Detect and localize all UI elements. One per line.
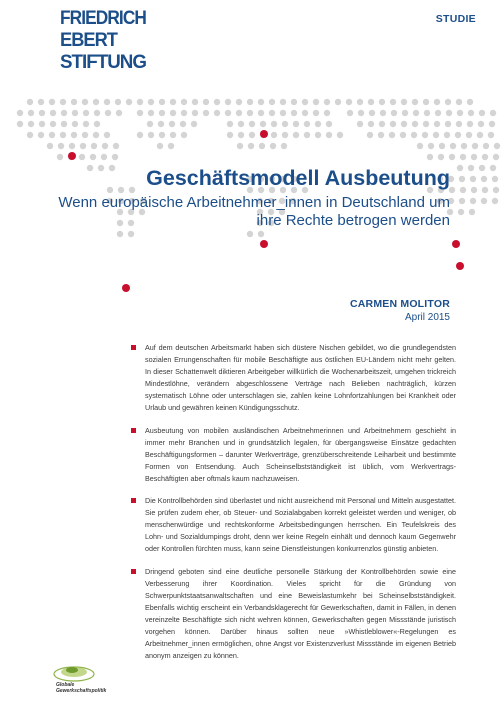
- map-dot: [147, 121, 153, 127]
- map-dot: [93, 99, 99, 105]
- map-dot: [389, 132, 395, 138]
- map-dot: [313, 110, 319, 116]
- map-dot-highlight: [452, 240, 460, 248]
- map-dot: [39, 110, 45, 116]
- map-dot: [248, 143, 254, 149]
- map-dot: [427, 154, 433, 160]
- map-dot: [87, 165, 93, 171]
- map-dot: [368, 121, 374, 127]
- map-dot: [269, 99, 275, 105]
- map-dot: [50, 110, 56, 116]
- summary-item: [131, 495, 456, 555]
- summary-text: Ausbeutung von mobilen ausländischen Arbeitnehmerinnen und Arbeitnehmern geschieht in immer mehr Branchen und in grundsätzlich legalen, für übergangsweise Einsätze gedachten Beschäftigungsformen – darunter Werkverträge, grenzüberschreitende Leiharbeit und bestimmte Formen von Entsendung. Auch Scheinselbstständigkeit ist üblich, vom Werkvertrags-Beschäftigten aber oftmals kaum nachzuweisen.: [145, 425, 456, 483]
- map-dot: [358, 110, 364, 116]
- summary-list: [131, 342, 456, 672]
- map-dot: [479, 110, 485, 116]
- map-dot: [302, 110, 308, 116]
- map-dot: [158, 121, 164, 127]
- map-dot: [104, 99, 110, 105]
- map-dot: [247, 231, 253, 237]
- map-dot: [291, 110, 297, 116]
- map-dot: [449, 154, 455, 160]
- map-dot: [39, 121, 45, 127]
- map-dot: [326, 132, 332, 138]
- map-dot: [347, 110, 353, 116]
- map-dot: [411, 132, 417, 138]
- map-dot: [467, 121, 473, 127]
- map-dot: [435, 110, 441, 116]
- map-dot: [71, 99, 77, 105]
- map-dot: [236, 99, 242, 105]
- map-dot: [291, 99, 297, 105]
- map-dot: [109, 165, 115, 171]
- map-dot: [49, 132, 55, 138]
- map-dot: [379, 121, 385, 127]
- map-dot: [192, 110, 198, 116]
- map-dot: [238, 121, 244, 127]
- map-dot: [214, 110, 220, 116]
- map-dot: [90, 154, 96, 160]
- map-dot: [247, 110, 253, 116]
- map-dot: [402, 110, 408, 116]
- publication-date: April 2015: [404, 312, 450, 323]
- map-dot: [61, 121, 67, 127]
- logo-line-3: STIFTUNG: [60, 52, 147, 72]
- map-dot: [493, 187, 499, 193]
- map-dot: [471, 187, 477, 193]
- map-dot-highlight: [122, 284, 130, 292]
- map-dot: [72, 110, 78, 116]
- map-dot: [247, 99, 253, 105]
- map-dot: [249, 132, 255, 138]
- document-type-label: STUDIE: [435, 13, 476, 25]
- map-dot: [148, 99, 154, 105]
- map-dot: [28, 121, 34, 127]
- map-dot: [428, 143, 434, 149]
- map-dot: [57, 154, 63, 160]
- map-dot: [38, 99, 44, 105]
- map-dot: [225, 110, 231, 116]
- map-dot: [236, 110, 242, 116]
- fes-logo: [60, 4, 150, 72]
- map-dot: [488, 132, 494, 138]
- map-dot: [249, 121, 255, 127]
- map-dot: [129, 187, 135, 193]
- map-dot: [38, 132, 44, 138]
- summary-text: Die Kontrollbehörden sind überlastet und nicht ausreichend mit Personal und Mitteln ausgestattet. Sie prüfen zudem eher, ob Steuer- und Sozialabgaben korrekt geleistet werden und weniger, ob menschenwürdige und rechtskonforme Arbeitsbedingungen herrschen. Ein Teufelskreis des Lohn- und Sozialdumpings droht, denn wer keine Regeln einhält und dennoch kaum Gegenwehr oder Kontrollen fürchten muss, kann seine Dienstleistungen konkurrenzlos günstig anbieten.: [145, 496, 456, 554]
- map-dot: [203, 99, 209, 105]
- map-dot-highlight: [456, 262, 464, 270]
- map-dot: [490, 110, 496, 116]
- map-dot: [315, 132, 321, 138]
- map-dot-highlight: [260, 130, 268, 138]
- map-dot: [492, 198, 498, 204]
- map-dot: [271, 121, 277, 127]
- map-dot: [368, 99, 374, 105]
- map-dot: [477, 132, 483, 138]
- map-dot: [493, 154, 499, 160]
- map-dot: [58, 143, 64, 149]
- map-dot: [102, 143, 108, 149]
- map-dot: [457, 110, 463, 116]
- map-dot: [69, 143, 75, 149]
- map-dot: [82, 99, 88, 105]
- map-dot: [467, 99, 473, 105]
- map-dot: [324, 99, 330, 105]
- map-dot: [83, 110, 89, 116]
- map-dot: [113, 143, 119, 149]
- map-dot: [94, 121, 100, 127]
- document-subtitle: Wenn europäische Arbeitnehmer_innen in Deutschland um ihre Rechte betrogen werden: [58, 194, 450, 229]
- map-dot: [423, 99, 429, 105]
- map-dot: [60, 132, 66, 138]
- map-dot: [379, 99, 385, 105]
- map-dot: [304, 121, 310, 127]
- map-dot: [445, 99, 451, 105]
- map-dot: [434, 121, 440, 127]
- map-dot: [468, 110, 474, 116]
- map-dot: [446, 110, 452, 116]
- map-dot: [293, 132, 299, 138]
- map-dot: [27, 132, 33, 138]
- map-dot: [434, 99, 440, 105]
- map-dot-highlight: [68, 152, 76, 160]
- map-dot: [494, 143, 500, 149]
- map-dot: [259, 143, 265, 149]
- map-dot: [422, 132, 428, 138]
- map-dot: [91, 143, 97, 149]
- map-dot: [116, 110, 122, 116]
- map-dot: [470, 176, 476, 182]
- map-dot: [469, 209, 475, 215]
- summary-text: Dringend geboten sind eine deutliche personelle Stärkung der Kontrollbehörden sowie eine Verbesserung ihrer Koordination. Vieles spricht für die Gründung von Schwerpunktstaatsanwaltschaften und eine Beweislastumkehr bei Scheinselbstständigkeit. Ebenfalls wichtig erscheint ein Verbandsklagerecht für Gewerkschaften, damit in Fällen, in denen vereinzelte Beschäftigte sich nicht wehren können, Gewerkschaften gegen Missstände juristisch vorgehen können. Darüber hinaus sollten neue »Whistleblower«-Regelungen es Arbeitnehmer_innen ermöglichen, ohne Angst vor Existenzverlust Missstände im eigenen Betrieb anonym anzeigen zu können.: [145, 566, 456, 661]
- map-dot: [112, 154, 118, 160]
- summary-text: Auf dem deutschen Arbeitsmarkt haben sich düstere Nischen gebildet, wo die grundlegendsten sozialen Errungenschaften für mobile Beschäftigte aus östlichen EU-Ländern nicht mehr gelten. In dieser Schattenwelt diktieren Arbeitgeber willkürlich die Wochenarbeitszeit, umgehen trickreich Mindestlöhne, verändern abgeschlossene Verträge nach Belieben nachträglich, kürzen systematisch Löhne oder unterschlagen sie, zahlen keine Lohnfortzahlungen bei Krankheit oder Urlaub und gewähren keinen Kündigungsschutz.: [145, 343, 456, 413]
- map-dot: [159, 110, 165, 116]
- map-dot: [390, 121, 396, 127]
- logo-line-1: FRIEDRICH: [60, 8, 147, 29]
- map-dot: [280, 110, 286, 116]
- bullet-square-icon: [131, 428, 136, 433]
- map-dot: [170, 99, 176, 105]
- map-dot: [400, 132, 406, 138]
- map-dot: [238, 132, 244, 138]
- map-dot: [461, 143, 467, 149]
- map-dot: [192, 99, 198, 105]
- map-dot: [439, 143, 445, 149]
- map-dot: [357, 99, 363, 105]
- map-dot: [313, 99, 319, 105]
- map-dot: [27, 99, 33, 105]
- map-dot: [433, 132, 439, 138]
- map-dot: [101, 154, 107, 160]
- map-dot: [412, 121, 418, 127]
- map-dot: [466, 132, 472, 138]
- map-dot: [369, 110, 375, 116]
- globale-line-1: Globale: [56, 682, 75, 688]
- map-dot: [269, 110, 275, 116]
- map-dot: [456, 121, 462, 127]
- bullet-square-icon: [131, 345, 136, 350]
- map-dot: [482, 187, 488, 193]
- document-title: Geschäftsmodell Ausbeutung: [146, 166, 450, 190]
- map-dot: [378, 132, 384, 138]
- map-dot: [483, 143, 489, 149]
- map-dot: [478, 121, 484, 127]
- map-dot: [17, 110, 23, 116]
- map-dot: [391, 110, 397, 116]
- map-dot: [445, 121, 451, 127]
- map-dot: [282, 132, 288, 138]
- map-dot: [94, 110, 100, 116]
- map-dot: [270, 143, 276, 149]
- map-dot: [260, 121, 266, 127]
- map-dot: [280, 99, 286, 105]
- map-dot: [118, 187, 124, 193]
- globale-logo-text: [56, 683, 106, 694]
- map-dot: [482, 154, 488, 160]
- map-dot: [50, 121, 56, 127]
- globale-line-2: Gewerkschaftspolitik: [56, 687, 107, 694]
- map-dot: [337, 132, 343, 138]
- map-dot: [401, 99, 407, 105]
- map-dot: [459, 198, 465, 204]
- summary-item: [131, 425, 456, 485]
- map-dot: [98, 165, 104, 171]
- map-dot: [237, 143, 243, 149]
- map-dot: [115, 99, 121, 105]
- map-dot: [479, 165, 485, 171]
- map-dot: [227, 132, 233, 138]
- map-dot: [367, 132, 373, 138]
- map-dot: [159, 99, 165, 105]
- map-dot: [424, 110, 430, 116]
- map-dot: [444, 132, 450, 138]
- map-dot: [481, 176, 487, 182]
- map-dot: [438, 154, 444, 160]
- map-dot: [481, 198, 487, 204]
- map-dot: [472, 143, 478, 149]
- map-dot: [456, 99, 462, 105]
- map-dot: [71, 132, 77, 138]
- map-dot-highlight: [260, 240, 268, 248]
- map-dot: [181, 110, 187, 116]
- map-dot: [281, 143, 287, 149]
- bullet-square-icon: [131, 498, 136, 503]
- map-dot: [225, 99, 231, 105]
- map-dot: [293, 121, 299, 127]
- map-dot: [203, 110, 209, 116]
- map-dot: [168, 143, 174, 149]
- map-dot: [258, 99, 264, 105]
- map-dot: [412, 99, 418, 105]
- map-dot: [72, 121, 78, 127]
- map-dot: [401, 121, 407, 127]
- map-dot: [104, 132, 110, 138]
- map-dot: [169, 121, 175, 127]
- bullet-square-icon: [131, 569, 136, 574]
- map-dot: [258, 110, 264, 116]
- map-dot: [181, 132, 187, 138]
- map-dot: [159, 132, 165, 138]
- map-dot: [170, 132, 176, 138]
- map-dot: [390, 99, 396, 105]
- summary-item: [131, 342, 456, 415]
- map-dot: [457, 165, 463, 171]
- map-dot: [60, 99, 66, 105]
- map-dot: [450, 143, 456, 149]
- map-dot: [128, 231, 134, 237]
- map-dot: [181, 99, 187, 105]
- map-dot: [468, 165, 474, 171]
- map-dot: [191, 121, 197, 127]
- map-dot: [489, 121, 495, 127]
- map-dot: [79, 154, 85, 160]
- map-dot: [258, 231, 264, 237]
- map-dot: [61, 110, 67, 116]
- map-dot: [423, 121, 429, 127]
- map-dot: [271, 132, 277, 138]
- map-dot: [460, 187, 466, 193]
- map-dot: [324, 110, 330, 116]
- map-dot: [315, 121, 321, 127]
- map-dot: [304, 132, 310, 138]
- map-dot: [148, 110, 154, 116]
- map-dot: [170, 110, 176, 116]
- map-dot: [459, 176, 465, 182]
- map-dot: [302, 99, 308, 105]
- map-dot: [227, 121, 233, 127]
- map-dot: [28, 110, 34, 116]
- map-dot: [83, 121, 89, 127]
- logo-line-2: EBERT: [60, 30, 119, 51]
- map-dot: [105, 110, 111, 116]
- map-dot: [126, 99, 132, 105]
- map-dot: [148, 132, 154, 138]
- summary-item: [131, 566, 456, 663]
- map-dot: [17, 121, 23, 127]
- map-dot: [492, 176, 498, 182]
- map-dot: [471, 154, 477, 160]
- map-dot: [137, 99, 143, 105]
- map-dot: [214, 99, 220, 105]
- author-name: CARMEN MOLITOR: [349, 298, 450, 310]
- map-dot: [47, 143, 53, 149]
- map-dot: [107, 187, 113, 193]
- map-dot: [326, 121, 332, 127]
- map-dot: [137, 110, 143, 116]
- map-dot: [82, 132, 88, 138]
- map-dot: [380, 110, 386, 116]
- map-dot: [490, 165, 496, 171]
- map-dot: [346, 99, 352, 105]
- map-dot: [80, 143, 86, 149]
- map-dot: [417, 143, 423, 149]
- map-dot: [413, 110, 419, 116]
- map-dot: [137, 132, 143, 138]
- map-dot: [458, 209, 464, 215]
- map-dot: [460, 154, 466, 160]
- map-dot: [357, 121, 363, 127]
- map-dot: [180, 121, 186, 127]
- map-dot: [49, 99, 55, 105]
- map-dot: [157, 143, 163, 149]
- map-dot: [470, 198, 476, 204]
- map-dot: [455, 132, 461, 138]
- map-dot: [335, 99, 341, 105]
- map-dot: [282, 121, 288, 127]
- map-dot: [93, 132, 99, 138]
- map-dot: [117, 231, 123, 237]
